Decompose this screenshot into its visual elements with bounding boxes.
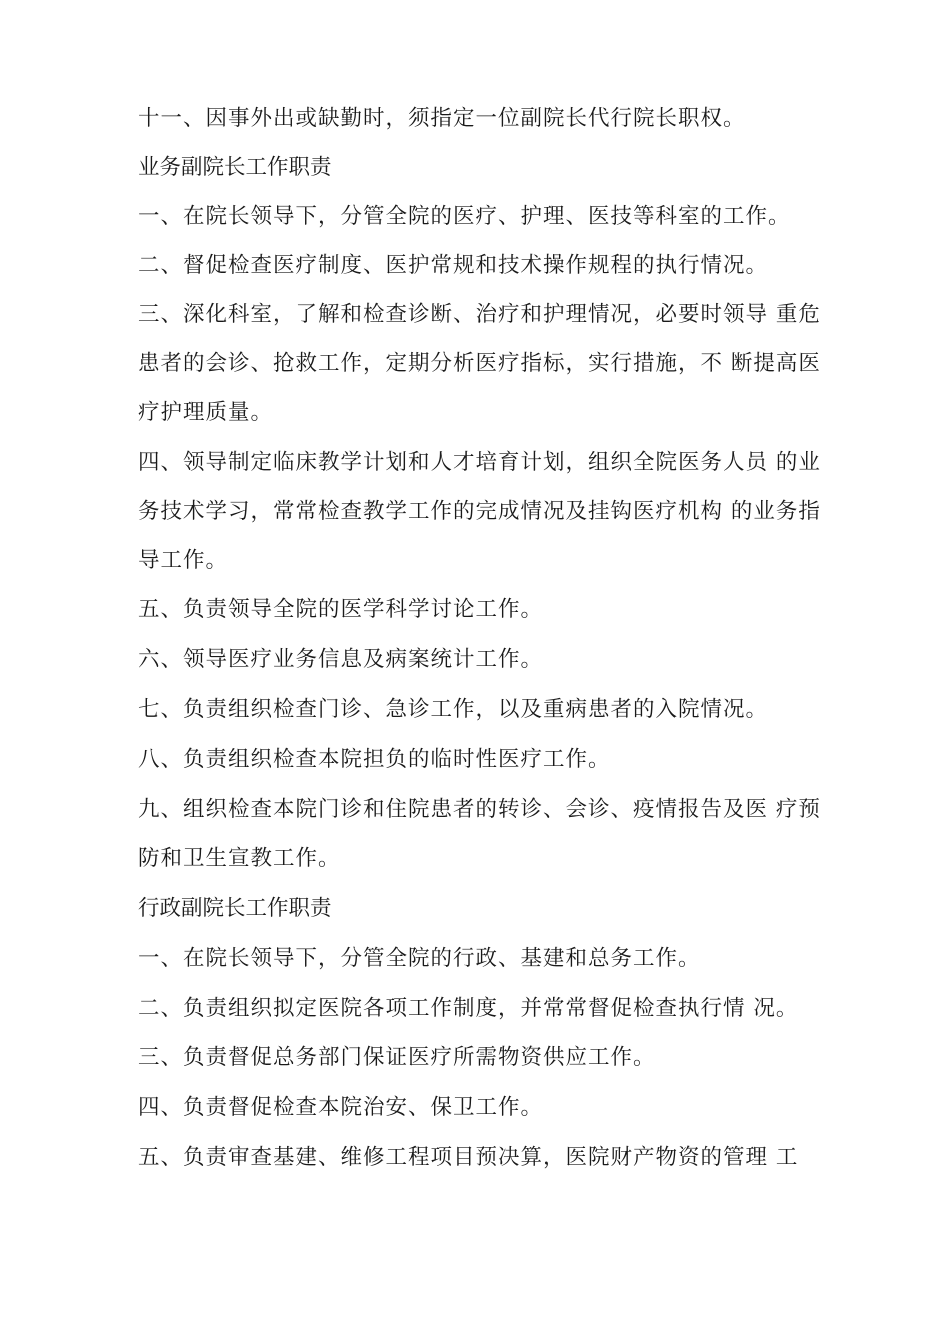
section-heading-admin: 行政副院长工作职责 bbox=[138, 896, 332, 921]
text-line-1: 十一、因事外出或缺勤时，须指定一位副院长代行院长职权。 bbox=[138, 106, 746, 131]
text-line-21: 四、负责督促检查本院治安、保卫工作。 bbox=[138, 1095, 544, 1120]
text-line-3: 一、在院长领导下，分管全院的医疗、护理、医技等科室的工作。 bbox=[138, 204, 791, 229]
text-line-9: 务技术学习，常常检查教学工作的完成情况及挂钩医疗机构 的业务指 bbox=[138, 499, 821, 524]
text-line-7: 疗护理质量。 bbox=[138, 400, 274, 425]
text-line-13: 七、负责组织检查门诊、急诊工作，以及重病患者的入院情况。 bbox=[138, 697, 769, 722]
text-line-4: 二、督促检查医疗制度、医护常规和技术操作规程的执行情况。 bbox=[138, 253, 769, 278]
text-line-8: 四、领导制定临床教学计划和人才培育计划，组织全院医务人员 的业 bbox=[138, 450, 821, 475]
text-line-19: 二、负责组织拟定医院各项工作制度，并常常督促检查执行情 况。 bbox=[138, 996, 799, 1021]
text-line-6: 患者的会诊、抢救工作，定期分析医疗指标，实行措施，不 断提高医 bbox=[138, 351, 821, 376]
text-line-18: 一、在院长领导下，分管全院的行政、基建和总务工作。 bbox=[138, 946, 701, 971]
text-line-16: 防和卫生宣教工作。 bbox=[138, 846, 341, 871]
text-line-10: 导工作。 bbox=[138, 548, 229, 573]
text-line-20: 三、负责督促总务部门保证医疗所需物资供应工作。 bbox=[138, 1045, 656, 1070]
text-line-15: 九、组织检查本院门诊和住院患者的转诊、会诊、疫情报告及医 疗预 bbox=[138, 797, 821, 822]
text-line-14: 八、负责组织检查本院担负的临时性医疗工作。 bbox=[138, 747, 611, 772]
section-heading-business: 业务副院长工作职责 bbox=[138, 155, 332, 180]
text-line-12: 六、领导医疗业务信息及病案统计工作。 bbox=[138, 647, 544, 672]
text-line-22: 五、负责审查基建、维修工程项目预决算，医院财产物资的管理 工 bbox=[138, 1145, 799, 1170]
text-line-11: 五、负责领导全院的医学科学讨论工作。 bbox=[138, 597, 544, 622]
text-line-5: 三、深化科室，了解和检查诊断、治疗和护理情况，必要时领导 重危 bbox=[138, 302, 821, 327]
